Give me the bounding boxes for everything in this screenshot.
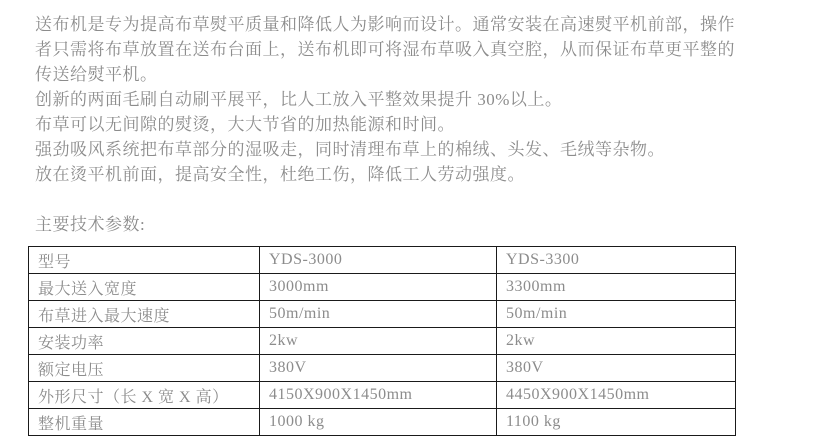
table-cell-value: 380V bbox=[260, 355, 497, 382]
table-cell-value: 3000mm bbox=[260, 274, 497, 301]
intro-line: 创新的两面毛刷自动刷平展平，比人工放入平整效果提升 30%以上。 bbox=[35, 90, 563, 109]
table-cell-value: 3300mm bbox=[497, 274, 736, 301]
table-cell-value: YDS-3000 bbox=[260, 247, 497, 274]
table-cell-value: 50m/min bbox=[497, 301, 736, 328]
table-cell-value: YDS-3300 bbox=[497, 247, 736, 274]
intro-line: 传送给熨平机。 bbox=[35, 65, 158, 84]
table-cell-value: 2kw bbox=[260, 328, 497, 355]
table-cell-value: 2kw bbox=[497, 328, 736, 355]
table-cell-value: 380V bbox=[497, 355, 736, 382]
table-row bbox=[29, 328, 736, 355]
intro-line: 者只需将布草放置在送布台面上，送布机即可将湿布草吸入真空腔，从而保证布草更平整的 bbox=[35, 40, 735, 59]
table-row bbox=[29, 274, 736, 301]
specs-table bbox=[28, 246, 736, 436]
section-heading: 主要技术参数: bbox=[35, 215, 146, 234]
table-cell-value: 4450X900X1450mm bbox=[497, 382, 736, 409]
intro-line: 强劲吸风系统把布草部分的湿吸走，同时清理布草上的棉绒、头发、毛绒等杂物。 bbox=[35, 140, 665, 159]
intro-line: 布草可以无间隙的熨烫，大大节省的加热能源和时间。 bbox=[35, 115, 455, 134]
table-cell-value: 4150X900X1450mm bbox=[260, 382, 497, 409]
table-cell-param: 最大送入宽度 bbox=[29, 274, 260, 301]
table-row bbox=[29, 409, 736, 436]
table-cell-param: 外形尺寸（长 X 宽 X 高） bbox=[29, 382, 260, 409]
table-cell-param: 额定电压 bbox=[29, 355, 260, 382]
table-row bbox=[29, 301, 736, 328]
intro-line: 放在烫平机前面，提高安全性，杜绝工伤，降低工人劳动强度。 bbox=[35, 165, 525, 184]
intro-text bbox=[35, 12, 790, 187]
table-cell-value: 1100 kg bbox=[497, 409, 736, 436]
table-cell-param: 型号 bbox=[29, 247, 260, 274]
table-row bbox=[29, 382, 736, 409]
table-cell-value: 1000 kg bbox=[260, 409, 497, 436]
table-row bbox=[29, 355, 736, 382]
table-cell-value: 50m/min bbox=[260, 301, 497, 328]
table-row bbox=[29, 247, 736, 274]
table-cell-param: 整机重量 bbox=[29, 409, 260, 436]
table-cell-param: 安装功率 bbox=[29, 328, 260, 355]
table-cell-param: 布草进入最大速度 bbox=[29, 301, 260, 328]
intro-line: 送布机是专为提高布草熨平质量和降低人为影响而设计。通常安装在高速熨平机前部，操作 bbox=[35, 15, 735, 34]
